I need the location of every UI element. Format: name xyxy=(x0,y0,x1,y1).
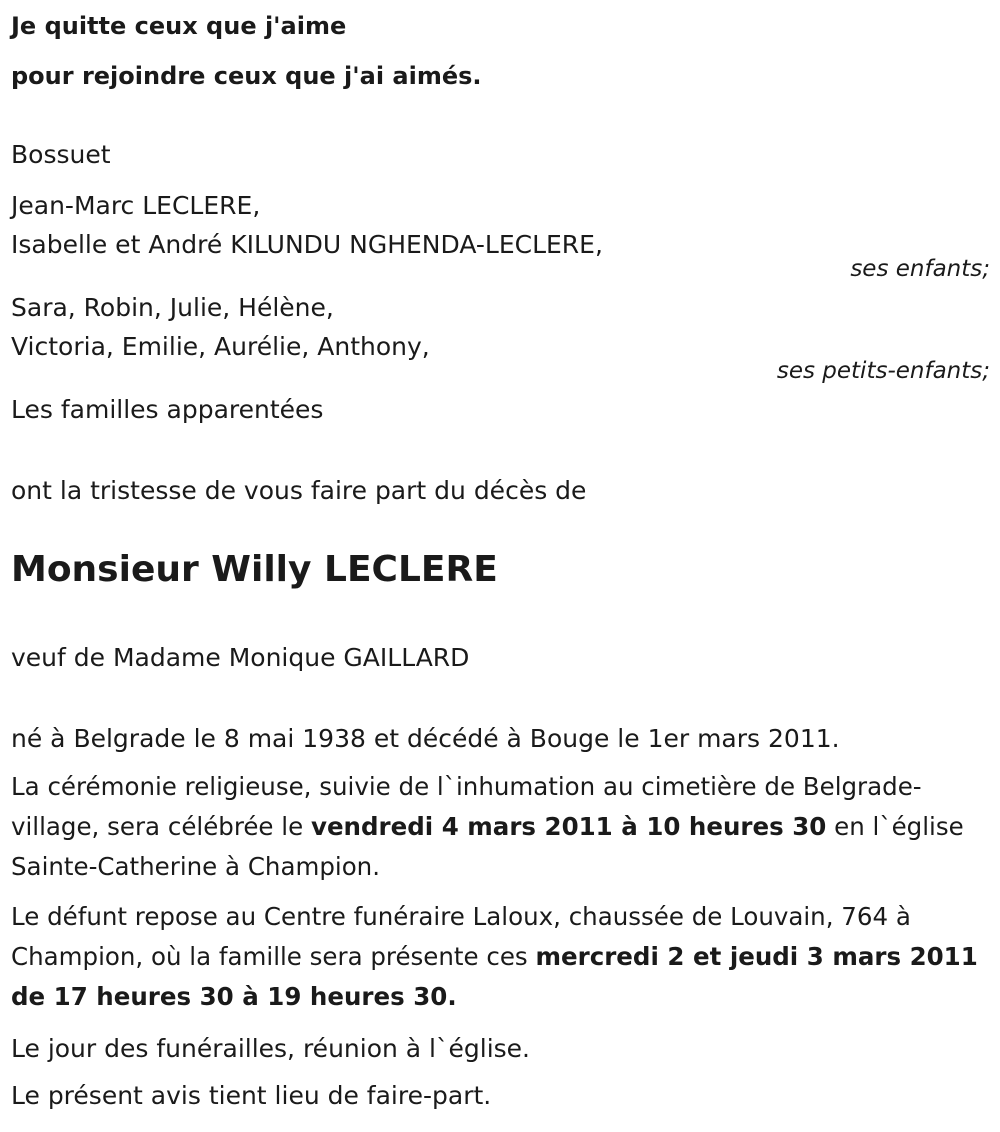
viewing-intro: Le défunt repose au Centre funéraire Laloux, chaussée de Louvain, 764 à Champion, où la famille sera présente ces xyxy=(11,902,911,971)
announcement-text: ont la tristesse de vous faire part du décès de xyxy=(11,476,587,505)
deceased-name: Monsieur Willy LECLERE xyxy=(11,549,498,590)
ceremony-outro: en l`église Sainte-Catherine à Champion. xyxy=(11,812,964,881)
ceremony-paragraph xyxy=(11,767,991,887)
grandchild-names-1: Sara, Robin, Julie, Hélène, xyxy=(11,293,334,322)
viewing-dates: mercredi 2 et jeudi 3 mars 2011 de 17 heures 30 à 19 heures 30. xyxy=(11,942,978,1011)
notice-text: Le présent avis tient lieu de faire-part. xyxy=(11,1081,492,1110)
child-name-2: Isabelle et André KILUNDU NGHENDA-LECLERE, xyxy=(11,230,603,259)
related-families: Les familles apparentées xyxy=(11,395,324,424)
ceremony-intro: La cérémonie religieuse, suivie de l`inhumation au cimetière de Belgrade-village, sera célébrée le xyxy=(11,772,922,841)
viewing-paragraph xyxy=(11,897,991,1017)
grandchildren-role: ses petits-enfants; xyxy=(776,358,990,384)
birth-death-info: né à Belgrade le 8 mai 1938 et décédé à Bouge le 1er mars 2011. xyxy=(11,724,840,753)
meeting-info: Le jour des funérailles, réunion à l`église. xyxy=(11,1034,530,1063)
place-name: Bossuet xyxy=(11,140,111,169)
grandchild-names-2: Victoria, Emilie, Aurélie, Anthony, xyxy=(11,332,430,361)
child-name-1: Jean-Marc LECLERE, xyxy=(11,191,261,220)
ceremony-date: vendredi 4 mars 2011 à 10 heures 30 xyxy=(310,812,827,841)
epigraph-line-1: Je quitte ceux que j'aime xyxy=(11,12,347,40)
epigraph-line-2: pour rejoindre ceux que j'ai aimés. xyxy=(11,62,482,90)
children-role: ses enfants; xyxy=(850,256,990,282)
widower-of: veuf de Madame Monique GAILLARD xyxy=(11,643,470,672)
